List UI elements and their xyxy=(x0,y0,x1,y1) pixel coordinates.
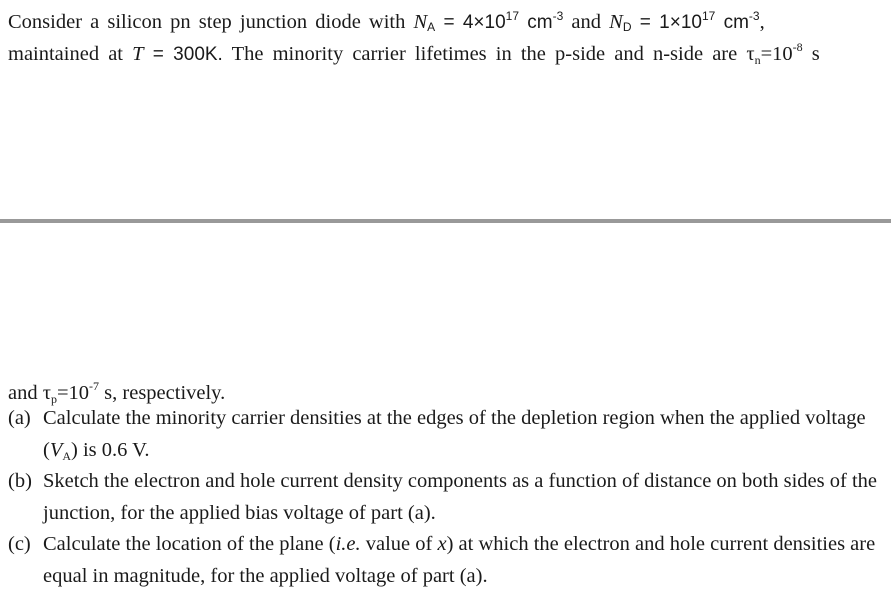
na-value: = 4×10 xyxy=(435,12,506,33)
na-unit: cm xyxy=(519,12,553,33)
part-b-label: (b) xyxy=(8,470,32,492)
tau-n-exponent: -8 xyxy=(792,40,803,54)
part-b-text: Sketch the electron and hole current density components as a function of distance on both sides of the junction, for the applied bias voltage of part (a). xyxy=(43,470,878,524)
tau-n-symbol: τ xyxy=(746,43,755,65)
tau-p-subscript: p xyxy=(50,392,57,406)
na-unit-exponent: -3 xyxy=(552,9,564,23)
page-divider xyxy=(0,219,891,223)
tau-p-symbol: τ xyxy=(42,382,51,404)
text-segment: and xyxy=(8,382,43,404)
text-segment: The minority carrier lifetimes in the p-side and n-side are xyxy=(222,43,747,65)
va-symbol: V xyxy=(49,438,63,461)
text-segment: and xyxy=(563,11,610,33)
tau-n-value: =10 xyxy=(760,43,793,65)
tau-n-subscript: n xyxy=(754,53,761,67)
text-segment: Calculate the location of the plane ( xyxy=(43,533,336,555)
text-segment: value of xyxy=(360,533,438,555)
tau-p-value: =10 xyxy=(56,382,90,404)
text-segment: maintained at xyxy=(8,43,133,65)
text-segment: Calculate the minority carrier densities at the edges of the depletion region when the applied voltage ( xyxy=(43,407,866,461)
part-a-label: (a) xyxy=(8,407,31,429)
text-segment: Consider a silicon pn step junction diode with xyxy=(8,11,414,33)
tau-p-exponent: -7 xyxy=(89,379,100,393)
nd-subscript: D xyxy=(622,20,632,34)
text-segment: ) at which the electron and hole current densities are equal in magnitude, for the applied voltage of part (a). xyxy=(43,533,876,587)
temperature-value: = 300K. xyxy=(143,44,223,65)
text-segment: ) is 0.6 V. xyxy=(71,438,150,461)
nd-unit-exponent: -3 xyxy=(748,9,760,23)
nd-unit: cm xyxy=(715,12,749,33)
va-subscript: A xyxy=(62,448,72,463)
na-exponent: 17 xyxy=(505,9,519,23)
nd-symbol: N xyxy=(609,11,623,33)
text-segment: , xyxy=(759,11,765,33)
nd-value: = 1×10 xyxy=(631,12,702,33)
part-a-text xyxy=(43,403,883,472)
part-c-text xyxy=(43,529,883,592)
part-c-label: (c) xyxy=(8,533,31,555)
ie-abbrev: i.e. xyxy=(335,533,361,555)
nd-exponent: 17 xyxy=(701,9,716,23)
x-variable: x xyxy=(437,533,447,555)
problem-line-1 xyxy=(8,4,765,39)
na-symbol: N xyxy=(413,11,428,33)
temperature-symbol: T xyxy=(132,43,144,65)
na-subscript: A xyxy=(427,20,436,34)
tau-n-unit: s xyxy=(802,43,820,65)
problem-line-2 xyxy=(8,35,820,72)
text-segment: s, respectively. xyxy=(99,382,226,404)
